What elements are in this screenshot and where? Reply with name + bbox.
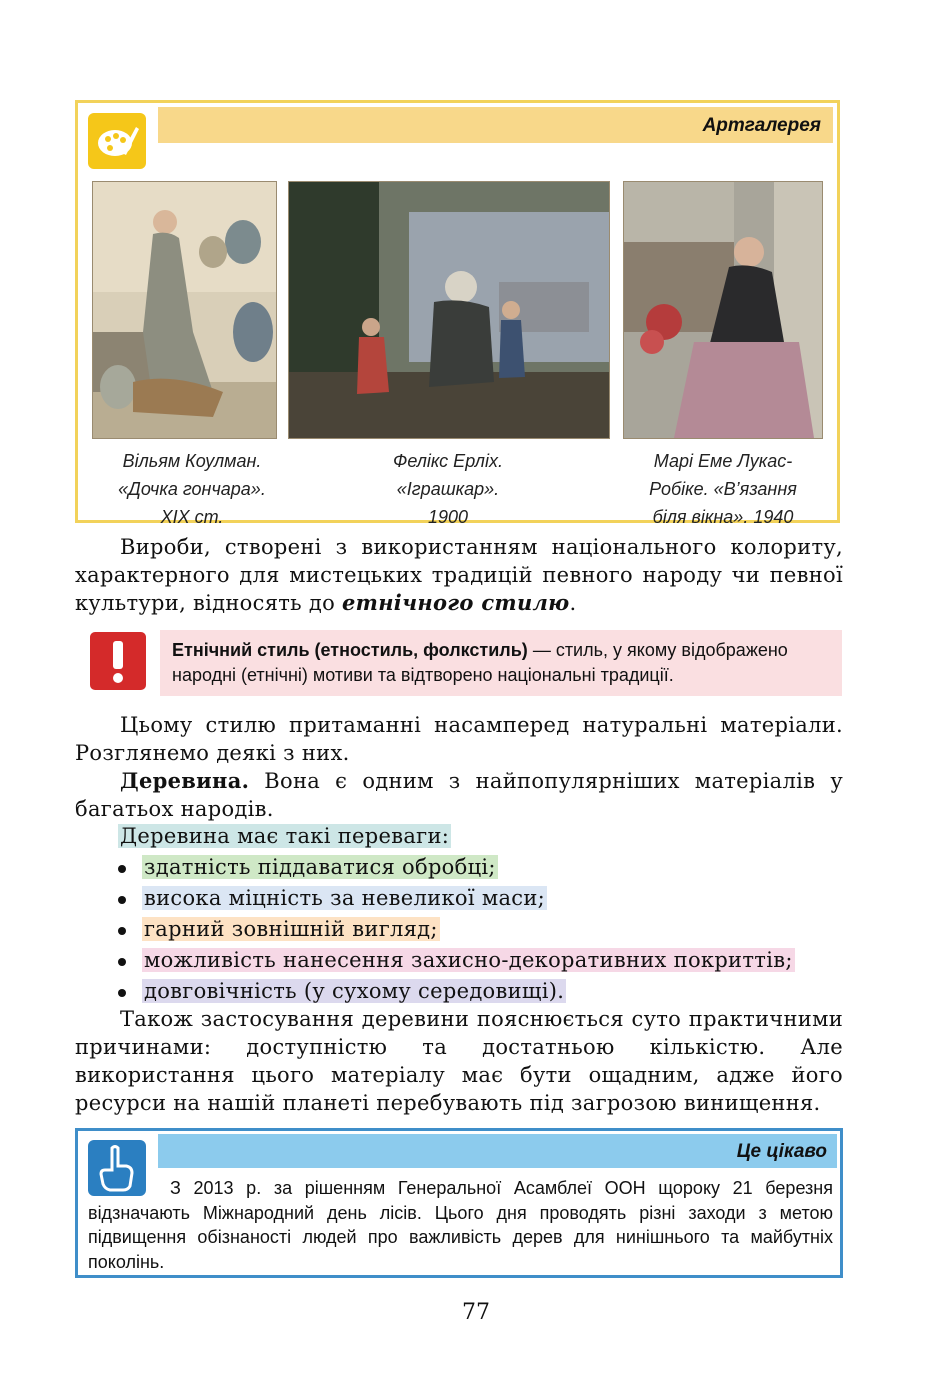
wood-text: Вона є одним з найпопулярніших матеріалів у багатьох народів. [75,769,843,821]
caption-painting-2 [348,447,548,531]
list-item [118,853,498,881]
definition-body: — стиль, у якому відображено народні (етнічні) мотиви та відтворено національні традиції. [172,640,788,685]
exclamation-icon [90,632,146,690]
advantage-text: можливість нанесення захисно-декоративних покриттів; [144,948,793,972]
advantage-text: здатність піддаватися обробці; [144,855,496,879]
list-item [118,977,566,1005]
advantage-text: висока міцність за невеликої маси; [144,886,546,910]
bullet-icon [118,865,126,873]
intro-paragraph [75,533,843,617]
interesting-text [88,1176,833,1274]
caption-painting-1 [92,447,292,531]
definition-text [172,638,832,688]
bullet-icon [118,896,126,904]
intro-text: Вироби, створені з використанням національного колориту, характерного для мистецьких традицій певного народу чи певної культури, відносять до [75,535,843,615]
gallery-header-band [158,107,833,143]
advantage-text: довговічність (у сухому середовищі). [144,979,565,1003]
advantages-intro-row [118,822,451,850]
bullet-icon [118,927,126,935]
interesting-header-band [158,1134,837,1168]
list-item [118,884,547,912]
materials-paragraph: Цьому стилю притаманні насамперед натуральні матеріали. Розглянемо деякі з них. [75,713,843,765]
caption-painting-3 [618,447,828,531]
caption-line: Марі Еме Лукас- [653,451,793,471]
wood-heading: Деревина. [120,768,250,793]
painting-knitting-by-window [623,181,823,439]
caption-line: «Дочка гончара». [118,479,266,499]
list-item [118,946,795,974]
painting-toymaker [288,181,610,439]
art-gallery-box [75,100,840,527]
page-number: 77 [462,1300,490,1325]
interesting-body: З 2013 р. за рішенням Генеральної Асамблеї ООН щороку 21 березня відзначають Міжнародний день лісів. Цього дня проводять різні заходи з метою підвищення обізнаності людей про важливість дерев для нинішнього та майбутніх поколінь. [88,1178,833,1272]
bullet-icon [118,958,126,966]
caption-line: XIX ст. [160,507,224,527]
bullet-icon [118,989,126,997]
caption-line: Фелікс Ерліх. [393,451,503,471]
gallery-title: Артгалерея [702,115,821,136]
palette-icon [88,113,146,169]
definition-box [160,630,842,696]
caption-line: 1900 [427,507,469,527]
advantages-intro: Деревина має такі переваги: [120,824,450,848]
advantage-text: гарний зовнішній вигляд; [144,917,438,941]
definition-term: Етнічний стиль (етностиль, фолкстиль) [172,640,528,660]
caption-line: Робіке. «В’язання [649,479,797,499]
caption-line: «Іграшкар». [396,479,500,499]
painting-potters-daughter [92,181,277,439]
caption-line: Вільям Коулман. [122,451,262,471]
ethnic-style-term: етнічного стилю [342,590,570,615]
intro-end: . [569,591,577,615]
caption-line: біля вікна». 1940 [652,507,794,527]
wood-paragraph [75,767,843,823]
practical-reasons-paragraph: Також застосування деревини пояснюється суто практичними причинами: доступністю та достатньою кількістю. Але використання цього матеріалу має бути ощадним, адже його ресурси на нашій планеті перебувають під загрозою винищення. [75,1007,843,1115]
interesting-box [75,1128,843,1278]
interesting-title: Це цікаво [736,1141,827,1162]
list-item [118,915,440,943]
